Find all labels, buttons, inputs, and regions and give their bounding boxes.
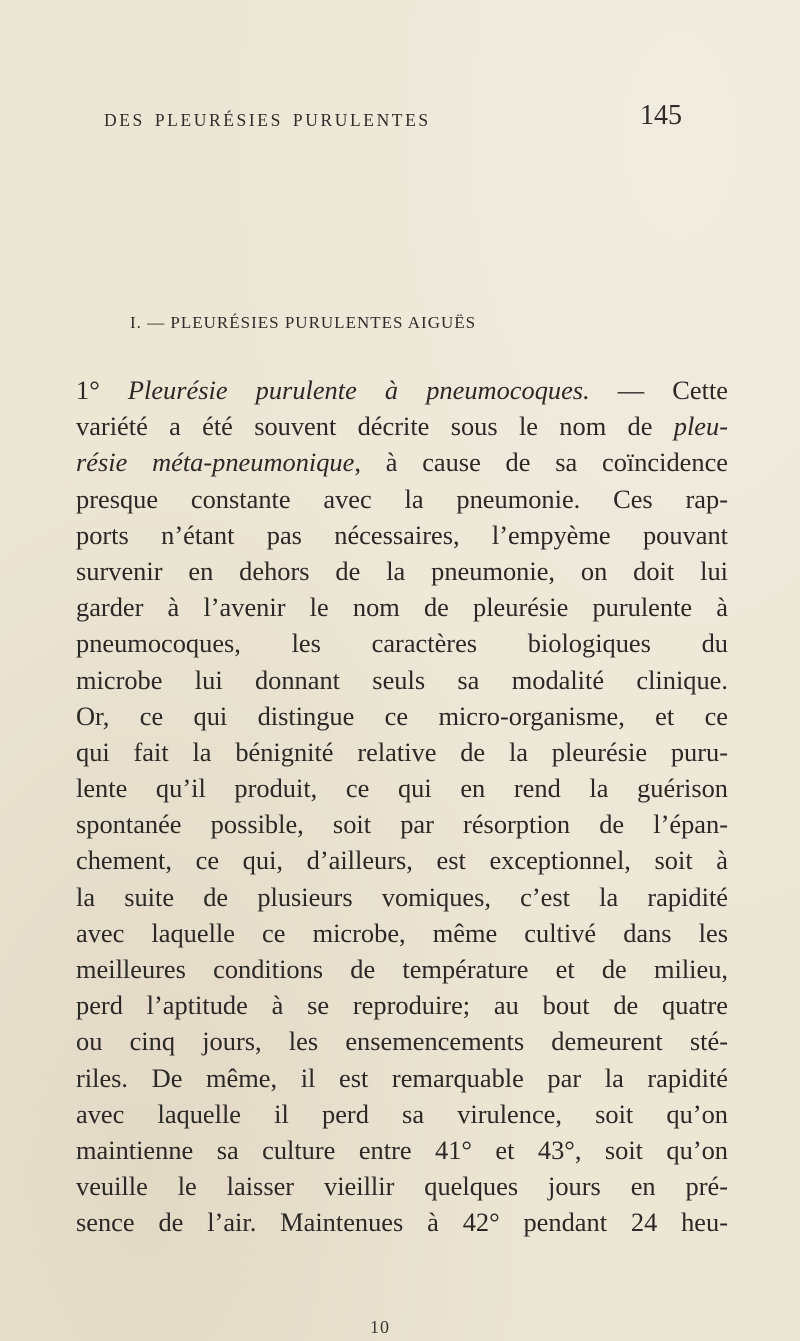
text-fragment: , à cause de sa coïncidence [354, 447, 729, 478]
text-line: microbe lui donnant seuls sa modalité clinique. [76, 664, 728, 695]
section-heading: I. — PLEURÉSIES PURULENTES AIGUËS [130, 313, 477, 332]
signature-mark: 10 [370, 1317, 390, 1337]
text-line: Or, ce qui distingue ce micro-organisme, et ce [76, 700, 728, 731]
text-line: garder à l’avenir le nom de pleurésie purulente à [76, 592, 728, 623]
text-fragment: variété a été souvent décrite sous le nom de [76, 411, 674, 442]
text-line: survenir en dehors de la pneumonie, on doit lui [76, 555, 728, 586]
text-fragment: — Cette [589, 375, 728, 405]
text-line: meilleures conditions de température et de milieu, [76, 954, 728, 984]
italic-term: pleu- [673, 411, 728, 442]
text-line: sence de l’air. Maintenues à 42° pendant 24 heu- [76, 1207, 728, 1238]
text-line: veuille le laisser vieillir quelques jours en pré- [76, 1171, 728, 1202]
text-line: spontanée possible, soit par résorption de l’épan- [76, 809, 728, 840]
running-head [0, 92, 800, 132]
page-number: 145 [640, 100, 682, 131]
text-line: ou cinq jours, les ensemencements demeurent sté- [76, 1026, 728, 1057]
text-line: la suite de plusieurs vomiques, c’est la rapidité [76, 881, 728, 912]
text-line: lente qu’il produit, ce qui en rend la guérison [76, 773, 728, 804]
text-line: presque constante avec la pneumonie. Ces rap- [76, 483, 728, 514]
text-line: maintienne sa culture entre 41° et 43°, soit qu’on [76, 1134, 728, 1165]
text-line: chement, ce qui, d’ailleurs, est exceptionnel, soit à [76, 845, 728, 876]
text-line [76, 408, 728, 444]
body-paragraph [76, 372, 728, 1241]
text-line: qui fait la bénignité relative de la pleurésie puru- [76, 736, 728, 767]
item-number: 1° [76, 375, 100, 405]
text-line: ports n’étant pas nécessaires, l’empyème pouvant [76, 519, 728, 550]
text-line: perd l’aptitude à se reproduire; au bout de quatre [76, 990, 728, 1021]
text-line: pneumocoques, les caractères biologiques du [76, 628, 728, 659]
text-line [76, 444, 728, 480]
subsection-title: Pleurésie purulente à pneumocoques. [127, 375, 590, 405]
italic-term: résie méta-pneumonique [76, 447, 355, 478]
running-title: DES PLEURÉSIES PURULENTES [104, 110, 431, 130]
text-line [76, 372, 728, 408]
text-line: avec laquelle il perd sa virulence, soit qu’on [76, 1098, 728, 1129]
text-line: riles. De même, il est remarquable par la rapidité [76, 1062, 728, 1093]
text-line: avec laquelle ce microbe, même cultivé dans les [76, 917, 728, 948]
